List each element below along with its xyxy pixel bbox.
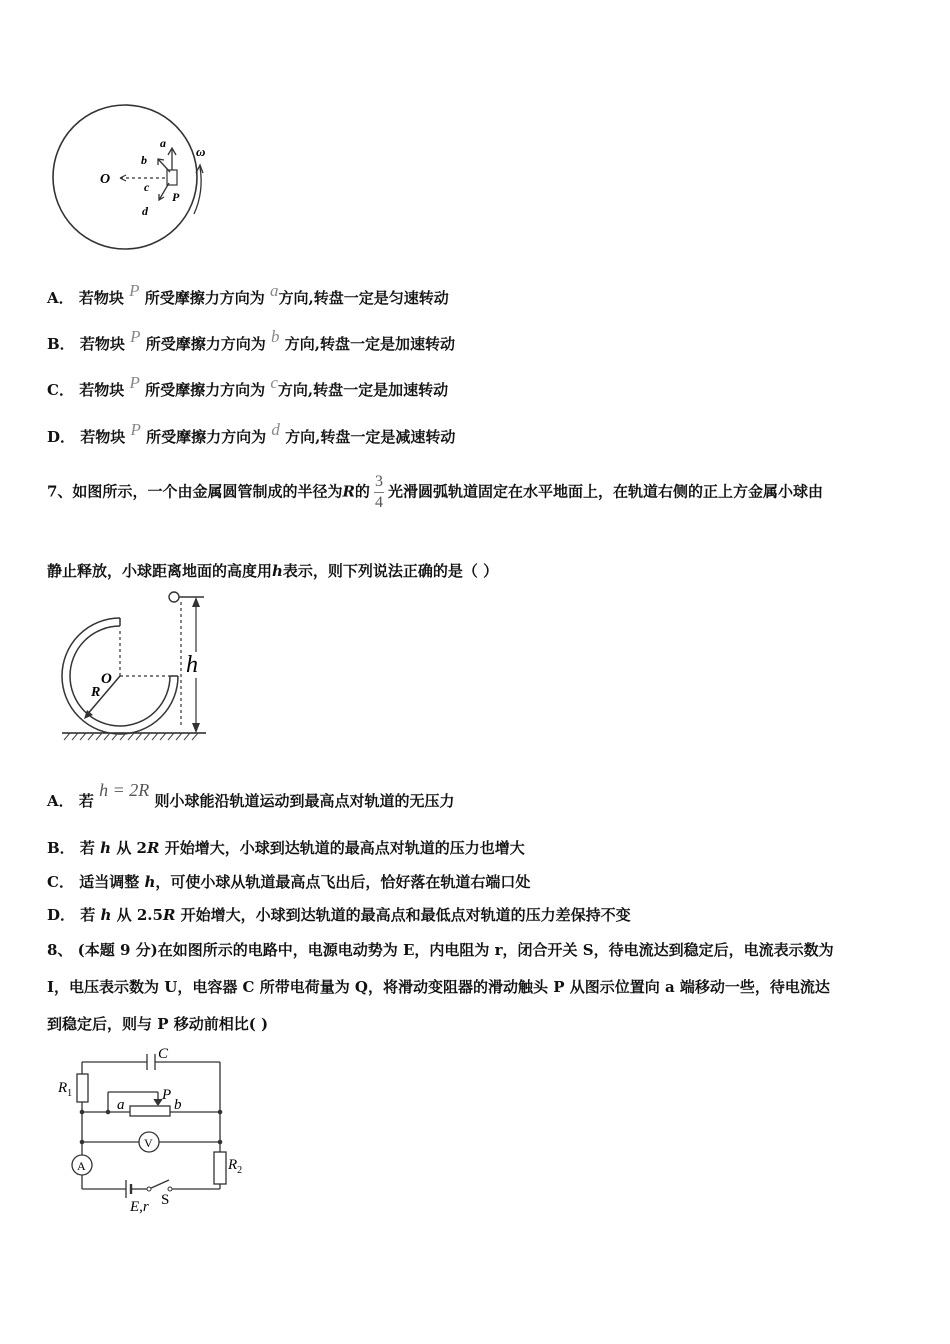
option-letter: D． xyxy=(47,906,76,924)
q6-option-b xyxy=(47,327,456,354)
turntable-figure xyxy=(48,102,223,252)
q7-stem-line1 xyxy=(47,472,823,513)
rheostat xyxy=(130,1106,170,1116)
ammeter-label: A xyxy=(77,1159,86,1173)
fraction-numerator: 3 xyxy=(374,472,384,493)
option-letter: D． xyxy=(47,428,76,446)
switch-label-S: S xyxy=(161,1192,170,1208)
option-text: 若 xyxy=(79,839,95,857)
stem-text: 的 xyxy=(354,482,370,501)
ball xyxy=(169,592,179,602)
option-letter: B． xyxy=(47,839,75,857)
fraction-three-quarters xyxy=(374,472,384,513)
option-text: 方向,转盘一定是匀速转动 xyxy=(278,289,449,307)
option-text: 所受摩擦力方向为 xyxy=(145,335,266,353)
var-R: R xyxy=(162,906,176,924)
q6-option-a xyxy=(47,281,449,308)
option-letter: A． xyxy=(47,792,74,810)
q8-stem-line1: 8、 (本题 9 分)在如图所示的电路中，电源电动势为 E，内电阻为 r，闭合开关 S，待电流达到稳定后，电流表示数为 xyxy=(47,941,834,959)
option-text: 方向,转盘一定是加速转动 xyxy=(284,335,456,353)
option-text: 若物块 xyxy=(80,428,126,446)
arrow-label-c: c xyxy=(144,180,150,194)
fraction-denominator: 4 xyxy=(374,494,383,511)
var-h: h xyxy=(144,873,156,891)
resistor-R1 xyxy=(77,1074,88,1102)
stem-text: 光滑圆弧轨道固定在水平地面上，在轨道右侧的正上方金属小球由 xyxy=(387,482,823,501)
option-text: 若 xyxy=(80,906,96,924)
option-letter: B． xyxy=(47,335,75,353)
option-letter: A． xyxy=(47,289,74,307)
var-direction: d xyxy=(271,420,280,439)
option-text: 方向,转盘一定是减速转动 xyxy=(285,428,456,446)
option-text: 适当调整 xyxy=(79,873,140,891)
q8-stem-line2: I，电压表示数为 U，电容器 C 所带电荷量为 Q，将滑动变阻器的滑动触头 P 从图示位置向 a 端移动一些，待电流达 xyxy=(47,978,830,996)
q7-stem-line2 xyxy=(47,560,498,581)
battery-label-Er: E,r xyxy=(130,1199,149,1215)
var-R: R xyxy=(146,839,160,857)
option-text: 若物块 xyxy=(79,335,125,353)
formula-h-equals-2R: h = 2R xyxy=(99,780,150,800)
var-h: h xyxy=(100,906,112,924)
var-h: h xyxy=(272,562,283,580)
resistor-R2 xyxy=(214,1152,226,1184)
stem-text: 表示，则下列说法正确的是（ ） xyxy=(282,562,499,580)
block-label-P: P xyxy=(172,190,180,204)
center-label-O: O xyxy=(101,671,112,687)
option-text: 所受摩擦力方向为 xyxy=(146,428,267,446)
var-P: P xyxy=(130,327,141,346)
rheostat-label-b: b xyxy=(174,1097,182,1113)
height-label-h: h xyxy=(186,652,198,678)
arrow-label-d: d xyxy=(142,204,148,218)
option-text: 从 2 xyxy=(116,839,147,857)
q6-option-c xyxy=(47,373,449,400)
var-P: P xyxy=(130,420,141,439)
track-figure xyxy=(58,588,218,746)
stem-text: 7、如图所示，一个由金属圆管制成的半径为 xyxy=(47,482,343,501)
stem-text: 静止释放，小球距离地面的高度用 xyxy=(47,562,273,580)
voltmeter-label: V xyxy=(144,1136,153,1150)
option-text: 若 xyxy=(78,792,94,810)
capacitor-label-C: C xyxy=(158,1046,169,1062)
q7-option-c xyxy=(47,871,530,892)
resistor-label-R2: $R_2$ xyxy=(228,1157,243,1176)
turntable-circle xyxy=(53,105,197,249)
var-direction: c xyxy=(270,373,278,392)
option-text: 从 2.5 xyxy=(116,906,163,924)
option-text: 所受摩擦力方向为 xyxy=(144,289,265,307)
q6-option-d xyxy=(47,420,456,447)
var-R: R xyxy=(342,482,355,501)
q7-option-b xyxy=(47,837,525,858)
rheostat-label-a: a xyxy=(117,1097,125,1113)
var-direction: a xyxy=(270,281,279,300)
option-text: ，可使小球从轨道最高点飞出后，恰好落在轨道右端口处 xyxy=(155,873,531,891)
var-direction: b xyxy=(271,327,280,346)
var-h: h xyxy=(100,839,112,857)
arrow-label-b: b xyxy=(141,153,147,167)
option-text: 则小球能沿轨道运动到最高点对轨道的无压力 xyxy=(154,792,455,810)
option-letter: C． xyxy=(47,873,74,891)
arrow-label-a: a xyxy=(160,136,166,150)
q7-option-d xyxy=(47,904,631,925)
q7-option-a xyxy=(47,780,455,811)
circuit-figure xyxy=(50,1042,260,1217)
var-P: P xyxy=(129,373,140,392)
omega-label: ω xyxy=(196,144,206,159)
switch-lever xyxy=(149,1180,169,1189)
option-text: 方向,转盘一定是加速转动 xyxy=(277,381,449,399)
option-letter: C． xyxy=(47,381,74,399)
option-text: 开始增大，小球到达轨道的最高点和最低点对轨道的压力差保持不变 xyxy=(180,906,631,924)
option-text: 开始增大，小球到达轨道的最高点对轨道的压力也增大 xyxy=(164,839,525,857)
q8-stem-line3: 到稳定后，则与 P 移动前相比( ) xyxy=(47,1015,269,1033)
rheostat-label-P: P xyxy=(162,1087,172,1103)
option-text: 若物块 xyxy=(79,381,125,399)
resistor-label-R1: $R_1$ xyxy=(58,1080,73,1099)
radius-label-R: R xyxy=(91,685,101,700)
center-label-O: O xyxy=(100,172,111,187)
var-P: P xyxy=(129,281,140,300)
option-text: 若物块 xyxy=(78,289,124,307)
option-text: 所受摩擦力方向为 xyxy=(145,381,266,399)
